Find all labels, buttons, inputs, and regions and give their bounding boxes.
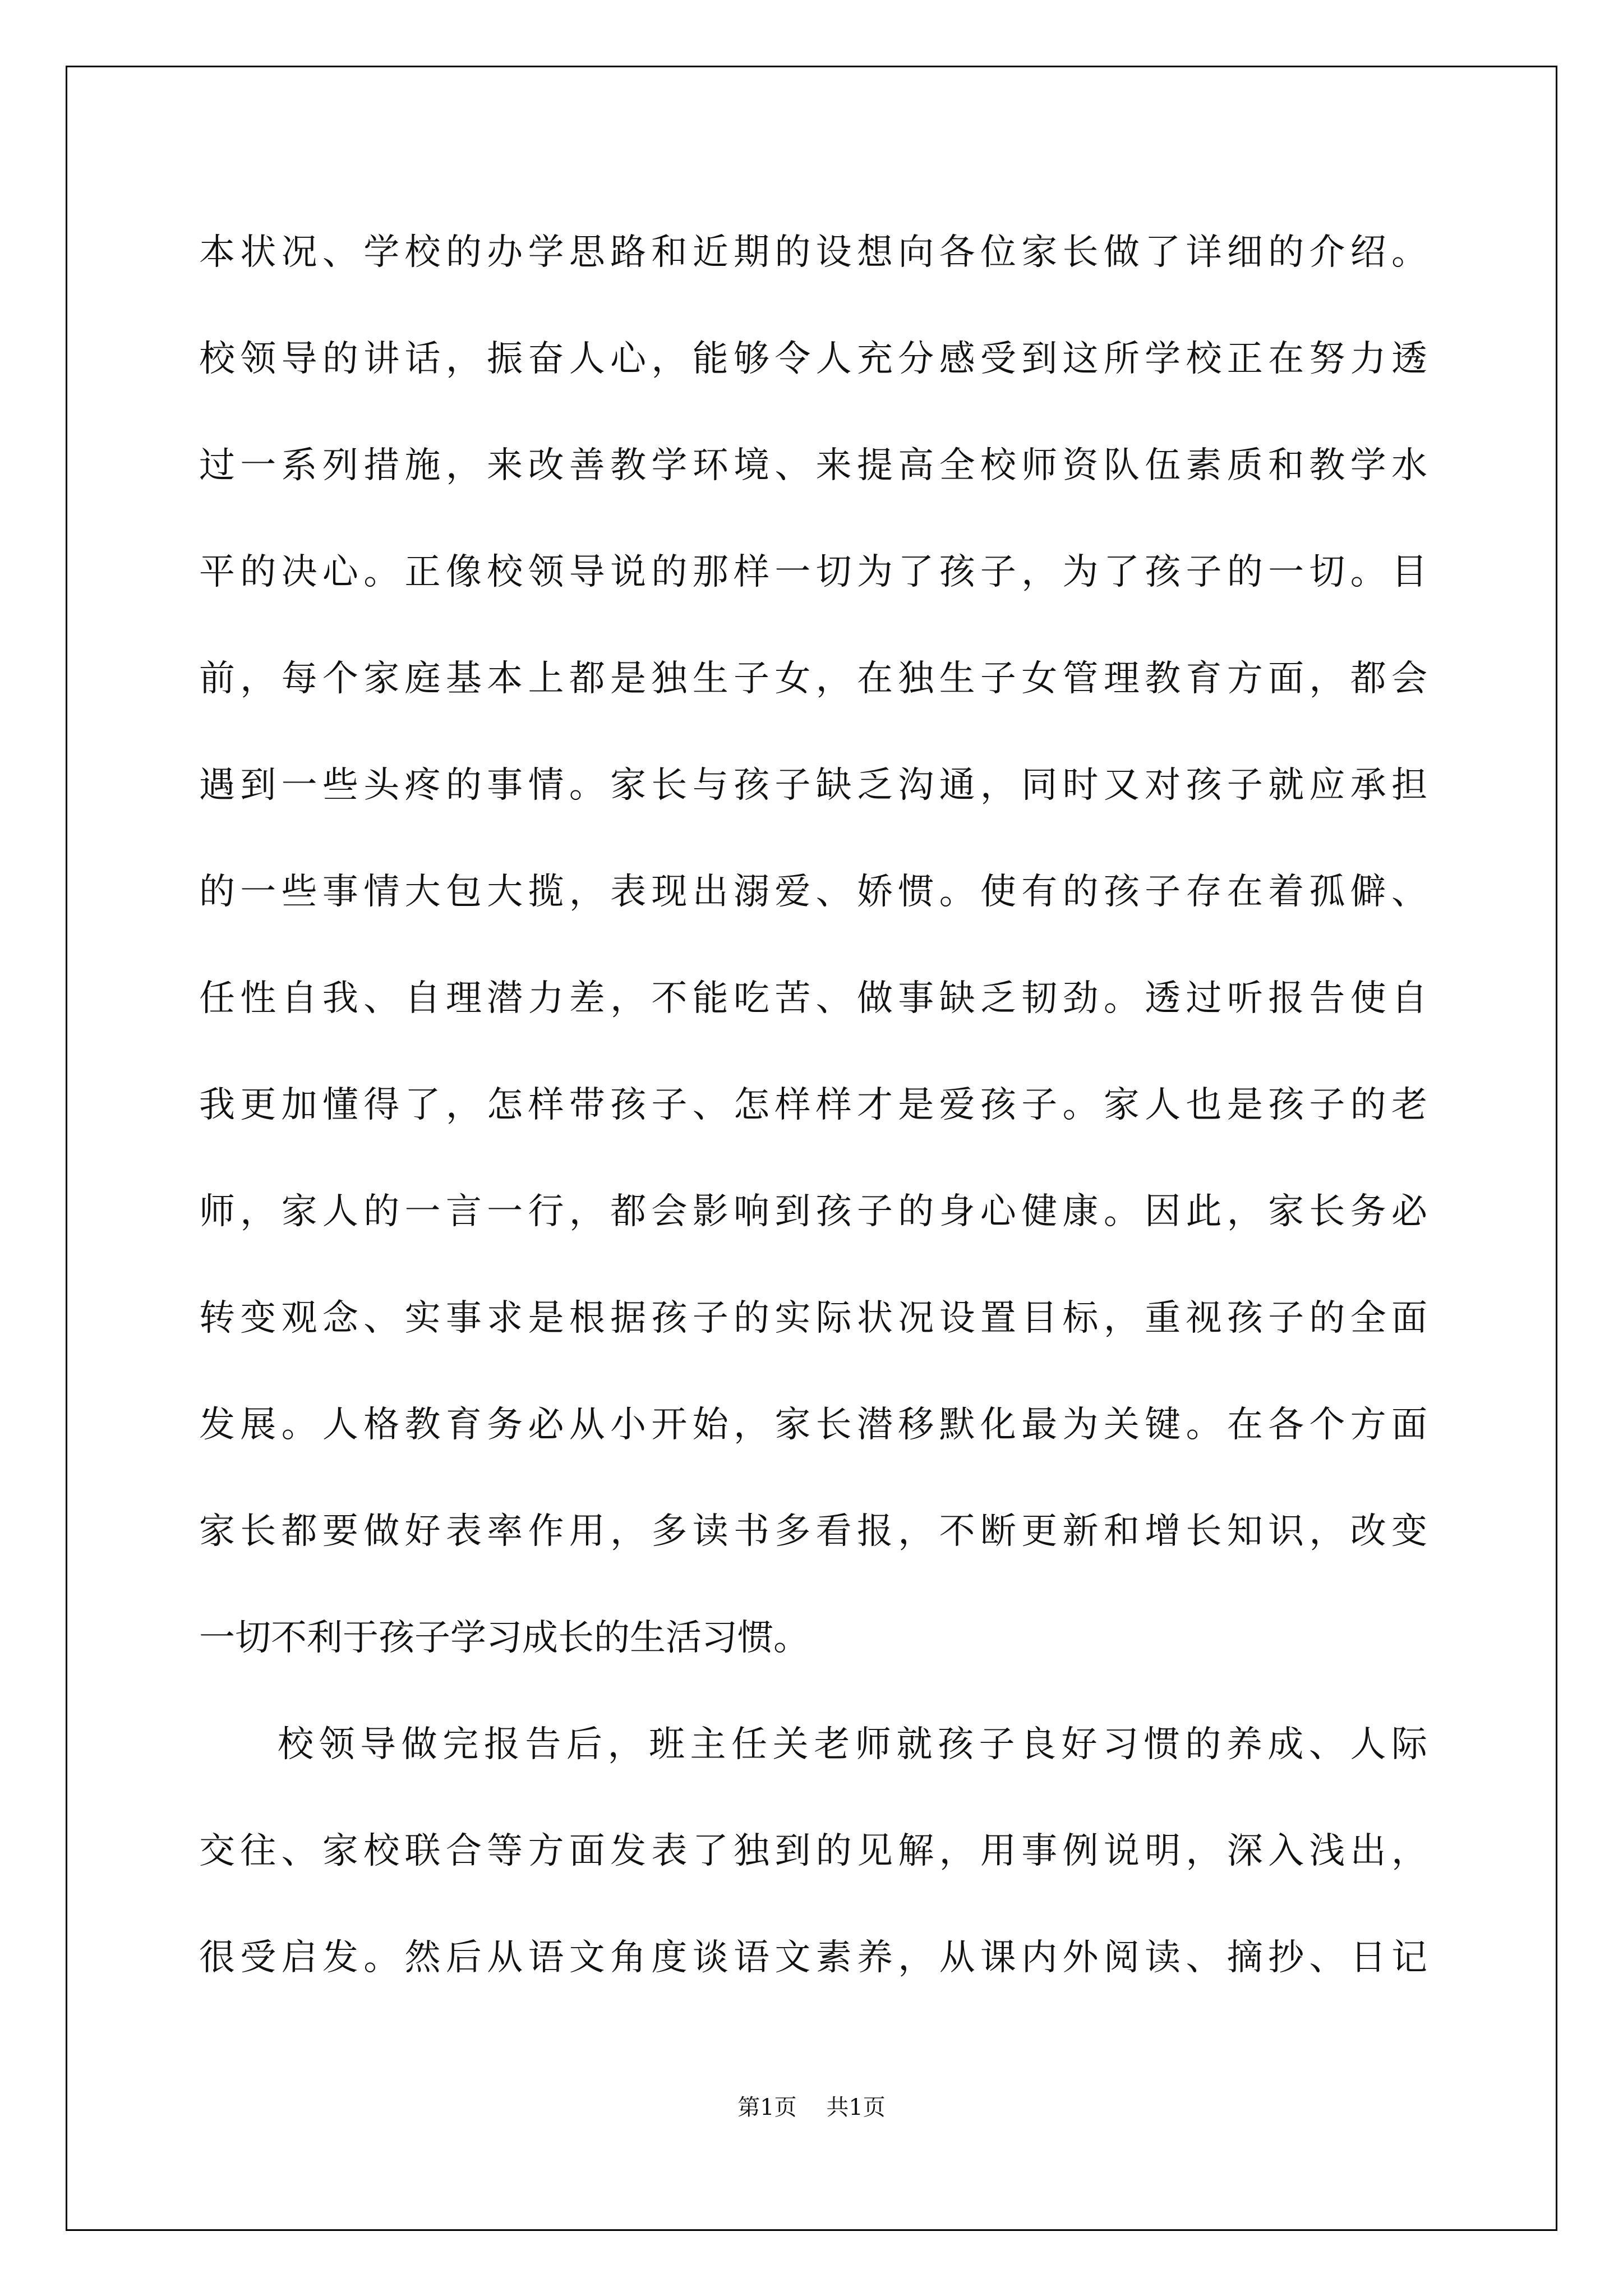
text-line: 转变观念、实事求是根据孩子的实际状况设置目标，重视孩子的全面 xyxy=(199,1297,1427,1339)
text-line: 家长都要做好表率作用，多读书多看报，不断更新和增长知识，改变 xyxy=(199,1511,1427,1552)
text-line: 校领导的讲话，振奋人心，能够令人充分感受到这所学校正在努力透 xyxy=(199,338,1427,380)
page-number-current: 第1页 xyxy=(737,2095,797,2120)
text-line: 师，家人的一言一行，都会影响到孩子的身心健康。因此，家长务必 xyxy=(199,1191,1427,1232)
paragraph-1 xyxy=(199,199,1427,1691)
paragraph-2 xyxy=(199,1691,1427,2011)
text-line: 平的决心。正像校领导说的那样一切为了孩子，为了孩子的一切。目 xyxy=(199,551,1427,593)
text-line: 过一系列措施，来改善教学环境、来提高全校师资队伍素质和教学水 xyxy=(199,445,1427,486)
text-line: 校领导做完报告后，班主任关老师就孩子良好习惯的养成、人际 xyxy=(278,1724,1427,1765)
text-line: 一切不利于孩子学习成长的生活习惯。 xyxy=(199,1617,809,1659)
page-number-total: 共1页 xyxy=(826,2095,886,2120)
text-line: 发展。人格教育务必从小开始，家长潜移默化最为关键。在各个方面 xyxy=(199,1404,1427,1446)
text-line: 我更加懂得了，怎样带孩子、怎样样才是爱孩子。家人也是孩子的老 xyxy=(199,1084,1427,1126)
text-line: 前，每个家庭基本上都是独生子女，在独生子女管理教育方面，都会 xyxy=(199,658,1427,700)
text-line: 本状况、学校的办学思路和近期的设想向各位家长做了详细的介绍。 xyxy=(199,232,1427,273)
text-line: 遇到一些头疼的事情。家长与孩子缺乏沟通，同时又对孩子就应承担 xyxy=(199,765,1427,806)
document-body xyxy=(199,199,1427,2011)
text-line: 很受启发。然后从语文角度谈语文素养，从课内外阅读、摘抄、日记 xyxy=(199,1937,1427,1978)
text-line: 交往、家校联合等方面发表了独到的见解，用事例说明，深入浅出， xyxy=(199,1830,1427,1872)
text-line: 任性自我、自理潜力差，不能吃苦、做事缺乏韧劲。透过听报告使自 xyxy=(199,978,1427,1019)
page-footer xyxy=(0,2090,1623,2122)
text-line: 的一些事情大包大揽，表现出溺爱、娇惯。使有的孩子存在着孤僻、 xyxy=(199,871,1427,913)
